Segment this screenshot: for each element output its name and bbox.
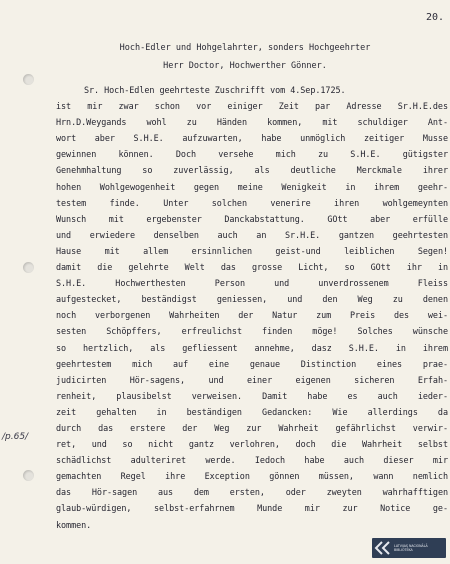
- body-line: durch das erstere der Weg zur Wahrheit gefährlichst verwir-: [56, 422, 448, 433]
- library-stamp-text: LATVIJAS NACIONĀLĀ BIBLIOTĒKA: [394, 544, 428, 552]
- body-line: Genehmhaltung so zuverlässig, als deutliche Merckmale ihrer: [56, 165, 448, 176]
- body-line: das Hör-sagen aus dem ersten, oder zweyten wahrhafftigen: [56, 487, 448, 498]
- salutation-line-1: Hoch-Edler und Hohgelahrter, sonders Hochgeehrter: [119, 43, 371, 53]
- margin-note: /p.65/: [2, 432, 29, 442]
- body-line: Hause mit allem ersinnlichen geist-und leiblichen Segen!: [56, 245, 448, 256]
- punch-hole: [23, 262, 34, 273]
- body-line: gemachten Regel ihre Exception gönnen müssen, wann nemlich: [56, 471, 448, 482]
- body-line: renheit, plausibelst verweisen. Damit habe es auch ieder-: [56, 390, 448, 401]
- body-line: gewinnen können. Doch versehe mich zu S.H.E. gütigster: [56, 149, 448, 160]
- body-line: judicirten Hör-sagens, und einer eigenen sicheren Erfah-: [56, 374, 448, 385]
- body-line: schädlichst adulteriret werde. Iedoch habe auch dieser mir: [56, 455, 448, 466]
- punch-hole: [23, 74, 34, 85]
- body-line: ret, und so nicht gantz verlohren, doch die Wahrheit selbst: [56, 439, 448, 450]
- body-line: Wunsch mit ergebenster Danckabstattung. GOtt aber erfülle: [56, 213, 448, 224]
- page-number: 20.: [425, 12, 444, 23]
- body-line: und erwiedere denselben auch an Sr.H.E. gantzen geehrtesten: [56, 229, 448, 240]
- salutation-line-2: Herr Doctor, Hochwerther Gönner.: [163, 61, 327, 71]
- body-line: glaub-würdigen, selbst-erfahrnem Munde mir zur Notice ge-: [56, 503, 448, 514]
- letter-body: [56, 82, 448, 533]
- body-line: sesten Schöpffers, erfreulichst finden möge! Solches wünsche: [56, 326, 448, 337]
- punch-hole: [23, 470, 34, 481]
- body-line: Sr. Hoch-Edlen geehrteste Zuschrifft vom 4.Sep.1725.: [84, 85, 346, 95]
- body-line: testem finde. Unter solchen venerire ihren wohlgemeynten: [56, 197, 448, 208]
- body-line: aufgestecket, beständigst geniessen, und den Weg zu denen: [56, 294, 448, 305]
- body-line: Hrn.D.Weygands wohl zu Händen kommen, mit schuldiger Ant-: [56, 117, 448, 128]
- body-line: ist mir zwar schon vor einiger Zeit par Adresse Sr.H.E.des: [56, 101, 448, 112]
- body-line: so hertzlich, als gefliessent annehme, dasz S.H.E. in ihrem: [56, 342, 448, 353]
- body-line: noch verborgenen Wahrheiten der Natur zum Preis des wei-: [56, 310, 448, 321]
- body-line: geehrtestem mich auf eine genaue Distinction eines prae-: [56, 358, 448, 369]
- body-line: wort aber S.H.E. aufzuwarten, habe unmöglich zeitiger Musse: [56, 133, 448, 144]
- library-stamp: [372, 538, 446, 558]
- body-line: zeit gehalten in beständigen Gedancken: Wie allerdings da: [56, 406, 448, 417]
- body-line: damit die gelehrte Welt das grosse Licht, so GOtt ihr in: [56, 262, 448, 273]
- body-line: hohen Wohlgewogenheit gegen meine Wenigkeit in ihrem geehr-: [56, 181, 448, 192]
- body-line: S.H.E. Hochwerthesten Person und unverdrossenem Fleiss: [56, 278, 448, 289]
- body-line: kommen.: [56, 519, 92, 530]
- library-logo-icon: [372, 538, 394, 558]
